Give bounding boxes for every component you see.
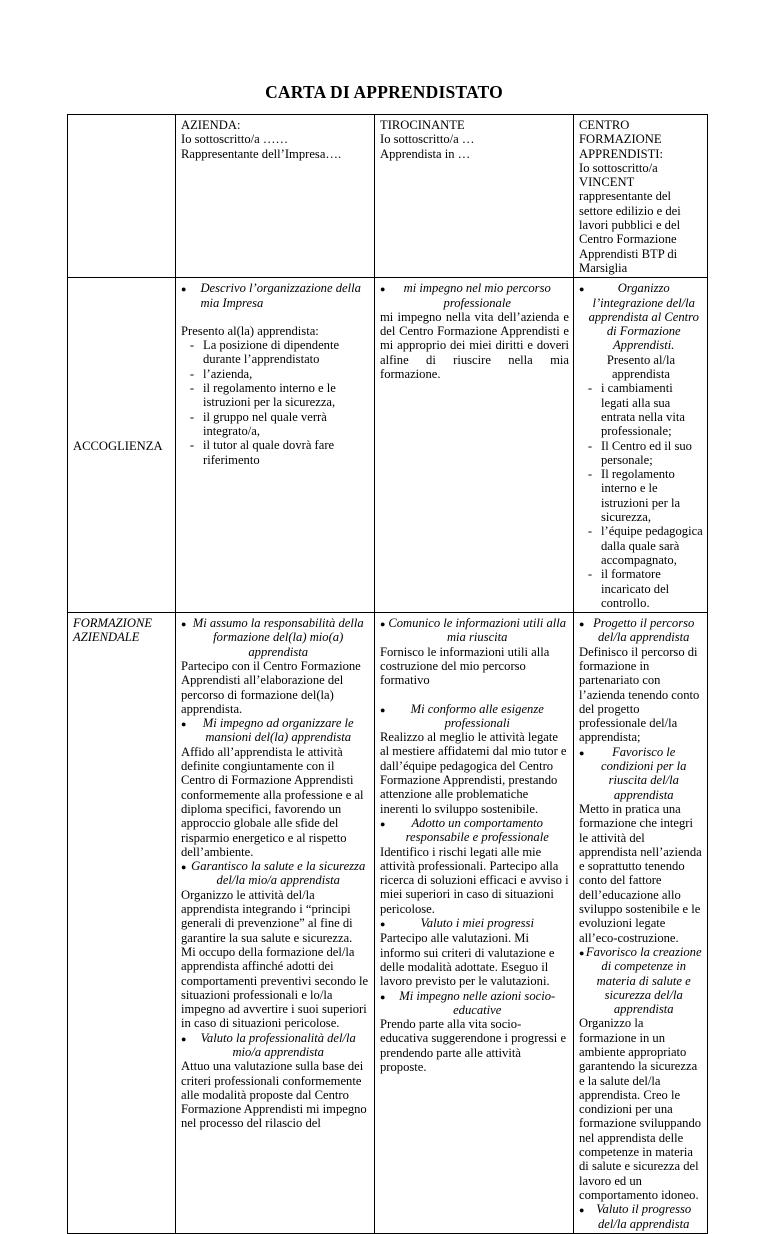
dash-icon: -: [189, 409, 195, 424]
bullet-item: ● Mi impegno nelle azioni socio-educative: [380, 988, 556, 1017]
body-text: Affido all’apprendista le attività definite congiuntamente con il Centro di Formazione Apprendisti conformemente alla professione e al diploma specifici, favorendo un approccio globale alle sfide del risparmio energetico e al rispetto dell’ambiente.: [181, 744, 364, 859]
row-label-text: ACCOGLIENZA: [73, 438, 163, 453]
intro-text: Presento al(la) apprendista:: [181, 323, 319, 338]
dash-icon: -: [587, 524, 593, 539]
header-line: APPRENDISTI:: [579, 146, 663, 161]
bullet-item: ● mi impegno nel mio percorso professionale: [380, 281, 551, 310]
body-text: Organizzo le attività del/la apprendista integrando i “principi generali di prevenzione” al fine di garantire la sua salute e sicurezza. Mi occupo della formazione del/la apprendista affinché adotti dei comportamenti preventivi secondo le situazioni professionali e lo/la impegno ad avvertire i suoi superiori in caso di situazioni pericolose.: [181, 887, 369, 1031]
dash-item: - l’équipe pedagogica dalla quale sarà accompagnato,: [579, 524, 703, 567]
header-line: AZIENDA:: [181, 118, 241, 132]
body-text: Identifico i rischi legati alle mie attività professionali. Partecipo alla ricerca di soluzioni efficaci e avviso i miei superiori in caso di situazioni pericolose.: [380, 844, 569, 916]
dash-icon: -: [189, 338, 195, 353]
page-title: CARTA DI APPRENDISTATO: [265, 82, 503, 102]
body-text: mi impegno nella vita dell’azienda e del Centro Formazione Apprendisti e mi approprio dei miei diritti e doveri alfine di riuscire nella mia formazione.: [380, 309, 569, 382]
formazione-tirocinante: [375, 613, 574, 1234]
bullet-icon: ●: [181, 619, 187, 630]
dash-item: - il formatore incaricato del controllo.: [579, 567, 703, 610]
header-line: Io sottoscritto/a ……: [181, 132, 289, 147]
body-text: Fornisco le informazioni utili alla costruzione del mio percorso formativo: [380, 644, 550, 688]
row-label: [68, 278, 176, 613]
bullet-icon: ●: [579, 284, 585, 295]
dash-item: - La posizione di dipendente durante l’apprendistato: [181, 338, 370, 367]
body-text: Metto in pratica una formazione che integri le attività del apprendista nell’azienda e soprattutto tenendo conto del fattore dell’educazione allo sviluppo sostenibile e le evoluzioni legate all’eco-costruzione.: [579, 801, 702, 945]
body-text: Partecipo con il Centro Formazione Apprendisti all’elaborazione del percorso di formazione del(la) apprendista.: [181, 658, 361, 716]
dash-item: - l’azienda,: [181, 367, 370, 381]
accoglienza-tirocinante: [375, 278, 574, 613]
bullet-icon: ●: [181, 284, 187, 295]
bullet-icon: ●: [181, 1033, 187, 1044]
bullet-item: ● Mi assumo la responsabilità della formazione del(la) mio(a) apprendista: [181, 616, 364, 659]
body-text: Realizzo al meglio le attività legate al mestiere affidatemi dal mio tutor e dall’équipe pedagogica del Centro Formazione Apprendisti, prestando attenzione alle problematiche inerenti lo sviluppo sostenibile.: [380, 730, 567, 816]
bullet-icon: ●: [579, 619, 585, 630]
row-label: [68, 613, 176, 1234]
dash-icon: -: [189, 438, 195, 453]
header-row: [68, 115, 708, 278]
bullet-item: ● Mi conformo alle esigenze professionali: [380, 701, 544, 730]
header-line: Io sottoscritto/a VINCENT rappresentante del settore edilizio e dei lavori pubblici e del Centro Formazione Apprendisti BTP di Marsiglia: [579, 160, 681, 275]
header-line: Rappresentante dell’Impresa….: [181, 146, 342, 161]
dash-icon: -: [587, 438, 593, 453]
row-label-text: FORMAZIONE AZIENDALE: [73, 616, 153, 645]
charter-table: [67, 114, 708, 1234]
accoglienza-centro: [574, 278, 708, 613]
bullet-icon: ●: [380, 619, 386, 630]
body-text: Organizzo la formazione in un ambiente appropriato garantendo la sicurezza e la salute del/la apprendista. Creo le condizioni per una formazione sviluppando nel apprendista delle competenze in materia di salute e sicurezza del lavoro ed un comportamento idoneo.: [579, 1016, 702, 1202]
header-line: Apprendista in …: [380, 146, 471, 161]
bullet-icon: ●: [380, 284, 386, 295]
dash-item: - i cambiamenti legati alla sua entrata nella vita professionale;: [579, 381, 703, 438]
bullet-item: ● Progetto il percorso del/la apprendista: [579, 616, 695, 645]
bullet-icon: ●: [181, 862, 187, 873]
dash-icon: -: [189, 381, 195, 396]
bullet-item: ● Valuto la professionalità del/la mio/a apprendista: [181, 1030, 356, 1059]
bullet-icon: ●: [579, 947, 585, 958]
formazione-azienda: [176, 613, 375, 1234]
dash-icon: -: [587, 381, 593, 396]
bullet-item: ● Favorisco le condizioni per la riuscita del/la apprendista: [579, 744, 687, 802]
bullet-icon: ●: [380, 704, 386, 715]
bullet-icon: ●: [579, 747, 585, 758]
row-accoglienza: [68, 278, 708, 613]
header-tirocinante: [375, 115, 574, 278]
bullet-item: ● Favorisco la creazione di competenze in materia di salute e sicurezza del/la apprendista: [579, 944, 702, 1017]
formazione-centro: [574, 613, 708, 1234]
header-line: CENTRO FORMAZIONE: [579, 118, 662, 147]
bullet-item: ● Adotto un comportamento responsabile e professionale: [380, 815, 549, 845]
row-formazione: [68, 613, 708, 1234]
bullet-item: ● Mi impegno ad organizzare le mansioni del(la) apprendista: [181, 716, 354, 745]
body-text: Partecipo alle valutazioni. Mi informo sui criteri di valutazione e delle modalità adottate. Eseguo il lavoro previsto per le valutazioni.: [380, 931, 555, 989]
bullet-item: ● Organizzo l’integrazione del/la apprendista al Centro di Formazione Apprendisti.: [579, 281, 699, 353]
header-empty-cell: [68, 115, 176, 278]
bullet-icon: ●: [380, 818, 386, 829]
bullet-item: ● Descrivo l’organizzazione della mia Impresa: [181, 281, 361, 310]
dash-item: - il tutor al quale dovrà fare riferimento: [181, 438, 370, 467]
dash-item: - il regolamento interno e le istruzioni per la sicurezza,: [181, 381, 370, 410]
body-text: Attuo una valutazione sulla base dei criteri professionali conformemente alle modalità proposte dal Centro Formazione Apprendisti mi impegno nel processo del rilascio del: [181, 1059, 367, 1131]
dash-item: - Il Centro ed il suo personale;: [579, 439, 703, 468]
bullet-item: ● Valuto i miei progressi: [380, 916, 534, 931]
dash-icon: -: [587, 567, 593, 582]
body-text: Prendo parte alla vita socio-educativa suggerendone i progressi e prendendo parte alle attività proposte.: [380, 1017, 567, 1074]
bullet-icon: ●: [181, 719, 187, 730]
bullet-icon: ●: [579, 1205, 585, 1216]
dash-icon: -: [189, 366, 195, 381]
dash-item: - Il regolamento interno e le istruzioni per la sicurezza,: [579, 467, 703, 524]
body-text: Definisco il percorso di formazione in partenariato con l’azienda tenendo conto del progetto professionale del/la apprendista;: [579, 644, 700, 745]
bullet-item: ● Valuto il progresso del/la apprendista: [579, 1202, 692, 1231]
bullet-icon: ●: [380, 919, 386, 930]
bullet-item: ● Comunico le informazioni utili alla mia riuscita: [380, 616, 567, 645]
bullet-icon: ●: [380, 991, 386, 1002]
accoglienza-azienda: [176, 278, 375, 613]
header-centro: [574, 115, 708, 278]
dash-item: - il gruppo nel quale verrà integrato/a,: [181, 410, 370, 439]
intro-text: Presento al/la apprendista: [606, 352, 676, 382]
header-line: TIROCINANTE: [380, 118, 465, 132]
header-line: Io sottoscritto/a …: [380, 132, 475, 147]
header-azienda: [176, 115, 375, 278]
bullet-item: ● Garantisco la salute e la sicurezza del/la mio/a apprendista: [181, 859, 366, 888]
dash-icon: -: [587, 467, 593, 482]
